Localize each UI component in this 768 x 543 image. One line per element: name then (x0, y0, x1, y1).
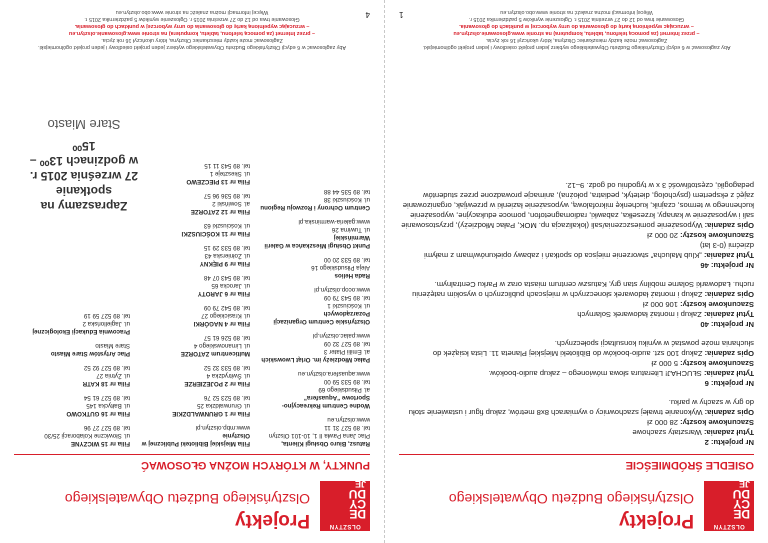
project-description-label: Opis zadania: (704, 408, 754, 417)
location-name: Punkt Obsługi Mieszkańca w Galerii Warmińskiej (264, 234, 370, 249)
location-name: Centrum Ochrony i Rozwoju Regionu (260, 204, 370, 211)
location-column (18, 305, 130, 447)
footer-line: Więcej informacji można znaleźć na stronie www.obo.olsztyn.eu (500, 9, 653, 15)
location-detail: tel. 89 527 31 11 (324, 424, 370, 431)
logo-word: CY (349, 497, 366, 511)
project-description-label: Opis zadania: (704, 349, 754, 358)
location-entry (138, 423, 250, 447)
location-entry (18, 363, 130, 387)
logo-top-text: OLSZTYN (329, 523, 361, 529)
brand-title: Projekty (619, 510, 694, 531)
location-name: Rada Helios (334, 272, 370, 279)
location-entry (18, 341, 130, 357)
location-detail: tel. 89 543 79 09 (323, 294, 370, 301)
logo-word: JE (354, 479, 366, 489)
project-number: Nr projektu: 40 (700, 320, 754, 329)
location-detail: ul. Krasickiego 27 (201, 312, 250, 319)
location-name: Filia nr 6 JAROTY (197, 290, 250, 297)
footer-line: Zagłosować może każdy mieszkaniec Olsztyna, który ukończył 16 rok życia. (101, 37, 283, 43)
location-name: Filia nr 9 PIĘKNY (199, 260, 250, 267)
location-entry (258, 217, 370, 249)
location-name: Filia nr 1 GRUNWALDZKIE (172, 410, 250, 417)
footer-line: – wrzucając wypełnioną kartę do głosowania do urny wyborczej w punktach do głosowania. (459, 23, 694, 29)
project-description-label: Opis zadania: (704, 221, 754, 230)
project-description-row (399, 338, 754, 358)
location-name: Wodne Centrum Rekreacyjno-Sportowe "Aquasfera" (281, 394, 370, 409)
location-name: Multicentrum ZATORZE (180, 350, 250, 357)
footer-line: Więcej informacji można znaleźć na stronie www.obo.olsztyn.eu (115, 9, 269, 15)
project-number: Nr projektu: 2 (704, 438, 754, 447)
project-description: Wyposażenie pomieszczenia/sali (lokalizacja np. MOK, Pałac Młodzieży), przystosowanie sali i wyposażenie w kanapy, krzesełka, zabawki, radiomagnetofon, pomoce edukacyjne, wyposażenie kuchennego w termos, czajnik, kuchenkę mikrofalową, wyposażenie łazienki w przewijak, organizowanie zajęć z ekspertem (psycholog, dietetyk, pediatra, położna), animacje prowadzone przez studentów pedagogiki, częstotliwość 3 x w tygodniu od godz. 9–12. (401, 181, 754, 230)
decydujesz-logo (320, 481, 370, 531)
location-entry (18, 393, 130, 417)
project-title-label: Tytuł zadania: (703, 310, 754, 319)
invitation-line: Zapraszamy na spotkanie (40, 184, 128, 213)
location-entry (138, 221, 250, 237)
location-entry (258, 187, 370, 211)
footer-line: Aby zagłosować w 6 edycji Olsztyńskiego Budżetu Obywatelskiego wybierz jeden projekt osiedlowy i jeden projekt ogólnomiejski. (37, 44, 347, 50)
location-detail: ul. Słowiczne Kolaboracji 25/30 (44, 432, 130, 439)
project-cost-label: Szacunkowe koszty: (680, 231, 754, 240)
project-title-label: Tytuł zadania: (703, 251, 754, 260)
logo-word: DU (348, 487, 366, 501)
location-detail: tel. 89 536 96 57 (203, 192, 250, 199)
location-detail: al. Emilii Plater 3 (323, 348, 370, 355)
page-number: 4 (365, 10, 370, 19)
section-divider (14, 454, 370, 455)
project-description-row (399, 180, 754, 230)
project-cost-label: Szacunkowe koszty: (680, 300, 754, 309)
project-title-label: Tytuł zadania: (703, 369, 754, 378)
footer-line: Zagłosować może każdy mieszkaniec Olsztyna, który ukończył 16 rok życia. (485, 37, 668, 43)
project-description: Wykonanie trwałej szachownicy o wymiarach 8x8 metrów, zakup figur i ustawienie stołu do gry w szachy w parku. (408, 398, 754, 417)
brand-subtitle: Olsztyńskiego Budżetu Obywatelskiego (64, 491, 310, 507)
page-number: 1 (399, 10, 404, 19)
location-name: Filia nr 12 ZATORZE (190, 208, 250, 215)
voting-info-footer (14, 8, 370, 50)
location-detail: ul. Jarocka 65 (211, 282, 250, 289)
location-entry (138, 273, 250, 297)
location-entry (138, 333, 250, 357)
location-detail: www.aquasfera.olsztyn.eu (298, 370, 370, 377)
brand (449, 491, 694, 531)
location-detail: tel. 89 543 11 15 (204, 162, 250, 169)
location-detail: ul. Kościuszki 38 (323, 196, 370, 203)
location-name: Pracownia Edukacji Ekologicznej (32, 328, 130, 335)
location-detail: tel. 89 533 20 00 (323, 256, 370, 263)
location-detail: tel. 89 535 44 88 (323, 188, 370, 195)
location-entry (138, 161, 250, 185)
section-title: PUNKTY, W KTÓRYCH MOŻNA GŁOSOWAĆ (141, 459, 370, 471)
decydujesz-logo (704, 481, 754, 531)
project-entry (399, 397, 754, 447)
project-description: Zakup i montaż ładowarek słonecznych w miejscach publicznych o wysokim natężeniu ruchu. Ładowarki Solarne mobilny stan gry, Katuszw centrum miasta oraz w Parku Centralnym. (412, 280, 754, 299)
location-entry (18, 423, 130, 447)
project-description-label: Opis zadania: (704, 290, 754, 299)
location-detail: tel. 89 533 59 00 (323, 378, 370, 385)
voting-locations (14, 40, 370, 447)
location-name: Filia nr 18 KATR (82, 380, 130, 387)
location-detail: tel. 89 527 61 54 (83, 394, 130, 401)
location-detail: ul. Żytnia 27 (96, 372, 130, 379)
project-cost-row (399, 230, 754, 240)
project-title-row (399, 240, 754, 260)
location-name: Filia Miejskiej Biblioteki Publicznej w Olsztynie (141, 432, 250, 447)
project-cost: 28 000 zł (647, 418, 679, 427)
project-title-row (399, 368, 754, 378)
footer-line: Aby zagłosować w 6 edycji Olsztyńskiego Budżetu Obywatelskiego wybierz jeden projekt osiedlowy i jeden projekt ogólnomiejski. (422, 44, 731, 50)
project-description-row (399, 397, 754, 417)
location-detail: www.mbp.olsztyn.pl (195, 424, 250, 431)
location-entry (258, 285, 370, 325)
section-divider (399, 454, 754, 455)
location-detail: ul. Bałtycka 145 (86, 402, 130, 409)
project-cost-row (399, 299, 754, 309)
location-name: Filia nr 4 NAGÓRKI (193, 320, 250, 327)
location-detail: Plac Jana Pawła II 1, 10-101 Olsztyn (268, 432, 370, 439)
page-header (14, 477, 370, 533)
project-title-label: Tytuł zadania: (703, 428, 754, 437)
location-name: Filia nr 11 KOŚCIUSZKI (181, 230, 250, 237)
location-detail: al. Piłsudskiego 69 (318, 386, 370, 393)
location-detail: tel. 89 533 29 15 (203, 244, 250, 251)
project-cost-row (399, 417, 754, 427)
project-list (399, 171, 754, 447)
location-detail: ul. Kościuszki 63 (203, 222, 250, 229)
location-detail: tel. 89 527 59 19 (83, 312, 130, 319)
footer-line: Głosowanie trwa od 12 do 27 września 2015 r. Ogłoszenie wyników 5 października 2015 r. (84, 16, 300, 22)
location-detail: www.olsztyn.eu (327, 416, 370, 423)
footer-line: Głosowanie trwa od 12 do 27 września 2015 r. Ogłoszenie wyników 5 października 2015 r. (468, 16, 685, 22)
page-one (384, 0, 768, 543)
location-name: Pałac Młodzieży im. Orląt Lwowskich (261, 356, 370, 363)
project-cost: 5 000 zł (651, 359, 679, 368)
footer-line: – przez Internet (za pomocą telefonu, tabletu, komputera) na stronie www.glosowanie.olsztyn.eu (453, 30, 700, 36)
project-title: Zakup i montaż ładowarek Solarnych (577, 310, 702, 319)
location-detail: www.palac.olsztyn.pl (312, 332, 370, 339)
location-detail: tel. 89 527 27 96 (83, 424, 130, 431)
location-detail: www.ocop.olsztyn.pl (314, 286, 370, 293)
project-title: Warsztaty szachowe (632, 428, 702, 437)
location-entry (258, 369, 370, 409)
project-entry (399, 180, 754, 270)
project-cost-label: Szacunkowe koszty: (680, 359, 754, 368)
invitation-time: w godzinach 13⁰⁰ – 15⁰⁰ (29, 139, 139, 168)
location-detail: tel. 89 523 52 76 (203, 394, 250, 401)
project-title-row (399, 309, 754, 319)
location-detail: ul. Limanowskiego 4 (193, 342, 250, 349)
location-detail: tel. 89 526 61 57 (203, 334, 250, 341)
location-entry (138, 191, 250, 215)
location-detail: tel. 89 543 07 48 (203, 274, 250, 281)
project-title-row (399, 427, 754, 437)
location-name: Filia nr 16 GUTKOWO (66, 410, 130, 417)
project-number: Nr projektu: 46 (700, 261, 754, 270)
logo-word: CY (733, 497, 750, 511)
meeting-invitation (24, 117, 144, 213)
brand-subtitle: Olsztyńskiego Budżetu Obywatelskiego (448, 491, 694, 507)
project-cost-label: Szacunkowe koszty: (680, 418, 754, 427)
project-entry (399, 338, 754, 388)
location-detail: tel. 89 542 79 09 (203, 304, 250, 311)
page-header (399, 477, 754, 533)
location-detail: ul. Jagiellońska 2 (82, 320, 130, 327)
location-detail: tel. 89 527 32 09 (323, 340, 370, 347)
logo-word: DE (349, 507, 366, 521)
location-entry (258, 255, 370, 279)
location-entry (258, 415, 370, 447)
logo-top-text: OLSZTYN (713, 523, 745, 529)
project-entry (399, 279, 754, 329)
footer-line: – wrzucając wypełnioną kartę do głosowania do urny wyborczej w punktach do głosowania. (74, 23, 310, 29)
project-title: SŁUCHAJ! Literatura słowa mówionego – zakup audio-booków. (488, 369, 702, 378)
location-entry (18, 311, 130, 335)
location-detail: tel. 89 527 92 52 (83, 364, 130, 371)
footer-line: – przez Internet (za pomocą telefonu, tabletu, komputera) na stronie www.glosowanie.olsztyn.eu (69, 30, 316, 36)
location-name: Filia nr 2 POJEZIERZE (184, 380, 250, 387)
project-cost-row (399, 358, 754, 368)
location-detail: Stare Miasto (95, 342, 130, 349)
location-entry (138, 393, 250, 417)
location-name: Ratusz, Biuro Obsługi Klienta, (281, 440, 370, 447)
location-detail: ul. Kościuszki 1 (327, 302, 370, 309)
logo-word: JE (738, 479, 750, 489)
location-detail: ul. Grunwaldzka 25 (197, 402, 250, 409)
location-entry (138, 243, 250, 267)
location-detail: ul. Skeszteje 1 (209, 170, 250, 177)
project-cost: 20 000 zł (647, 231, 679, 240)
location-detail: ul. Świtrydzka 4 (206, 372, 250, 379)
logo-word: DE (733, 507, 750, 521)
location-column (138, 155, 250, 447)
location-detail: ul. Żołnierska 43 (204, 252, 250, 259)
location-detail: al. Sowiński 2 (212, 200, 250, 207)
location-detail: Aleja Piłsudskiego 16 (311, 264, 370, 271)
location-entry (138, 303, 250, 327)
location-detail: tel. 89 533 32 52 (203, 364, 250, 371)
location-name: Filia nr 13 PIECZEWO (186, 178, 250, 185)
project-description-row (399, 279, 754, 299)
brand (65, 491, 310, 531)
location-name: Olsztyńskie Centrum Organizacji Pozarządowych (273, 310, 370, 325)
section-title: OSIEDLE ŚRÓDMIEŚCIE (625, 459, 754, 471)
project-description: Zakup 100 szt. audio-booków do Biblioteki Miejskiej Planeta 11. Lista książek do słuchania może powstać w wyniku konsultacji społecznych. (432, 339, 754, 358)
location-column (258, 181, 370, 447)
location-detail: ul. Tuwima 26 (331, 226, 370, 233)
project-cost: 106 000 zł (642, 300, 679, 309)
brand-title: Projekty (235, 510, 310, 531)
invitation-place: Stare Miasto (47, 117, 121, 132)
location-name: Filia nr 15 WICZYNE (70, 440, 130, 447)
logo-word: DU (732, 487, 750, 501)
location-detail: www.galeria-warminska.pl (298, 218, 370, 225)
location-name: Plac Artystów Stare Miasto (50, 350, 130, 357)
project-number: Nr projektu: 6 (704, 379, 754, 388)
invitation-date: 27 września 2015 r. (29, 169, 139, 183)
location-entry (138, 363, 250, 387)
project-title: „Klub Malucha” stworzenie miejsca do spotkań i zabawy opiekunów/mam z małymi dziećmi (0-3 lat) (424, 241, 754, 260)
location-entry (258, 331, 370, 363)
voting-info-footer (399, 8, 754, 50)
